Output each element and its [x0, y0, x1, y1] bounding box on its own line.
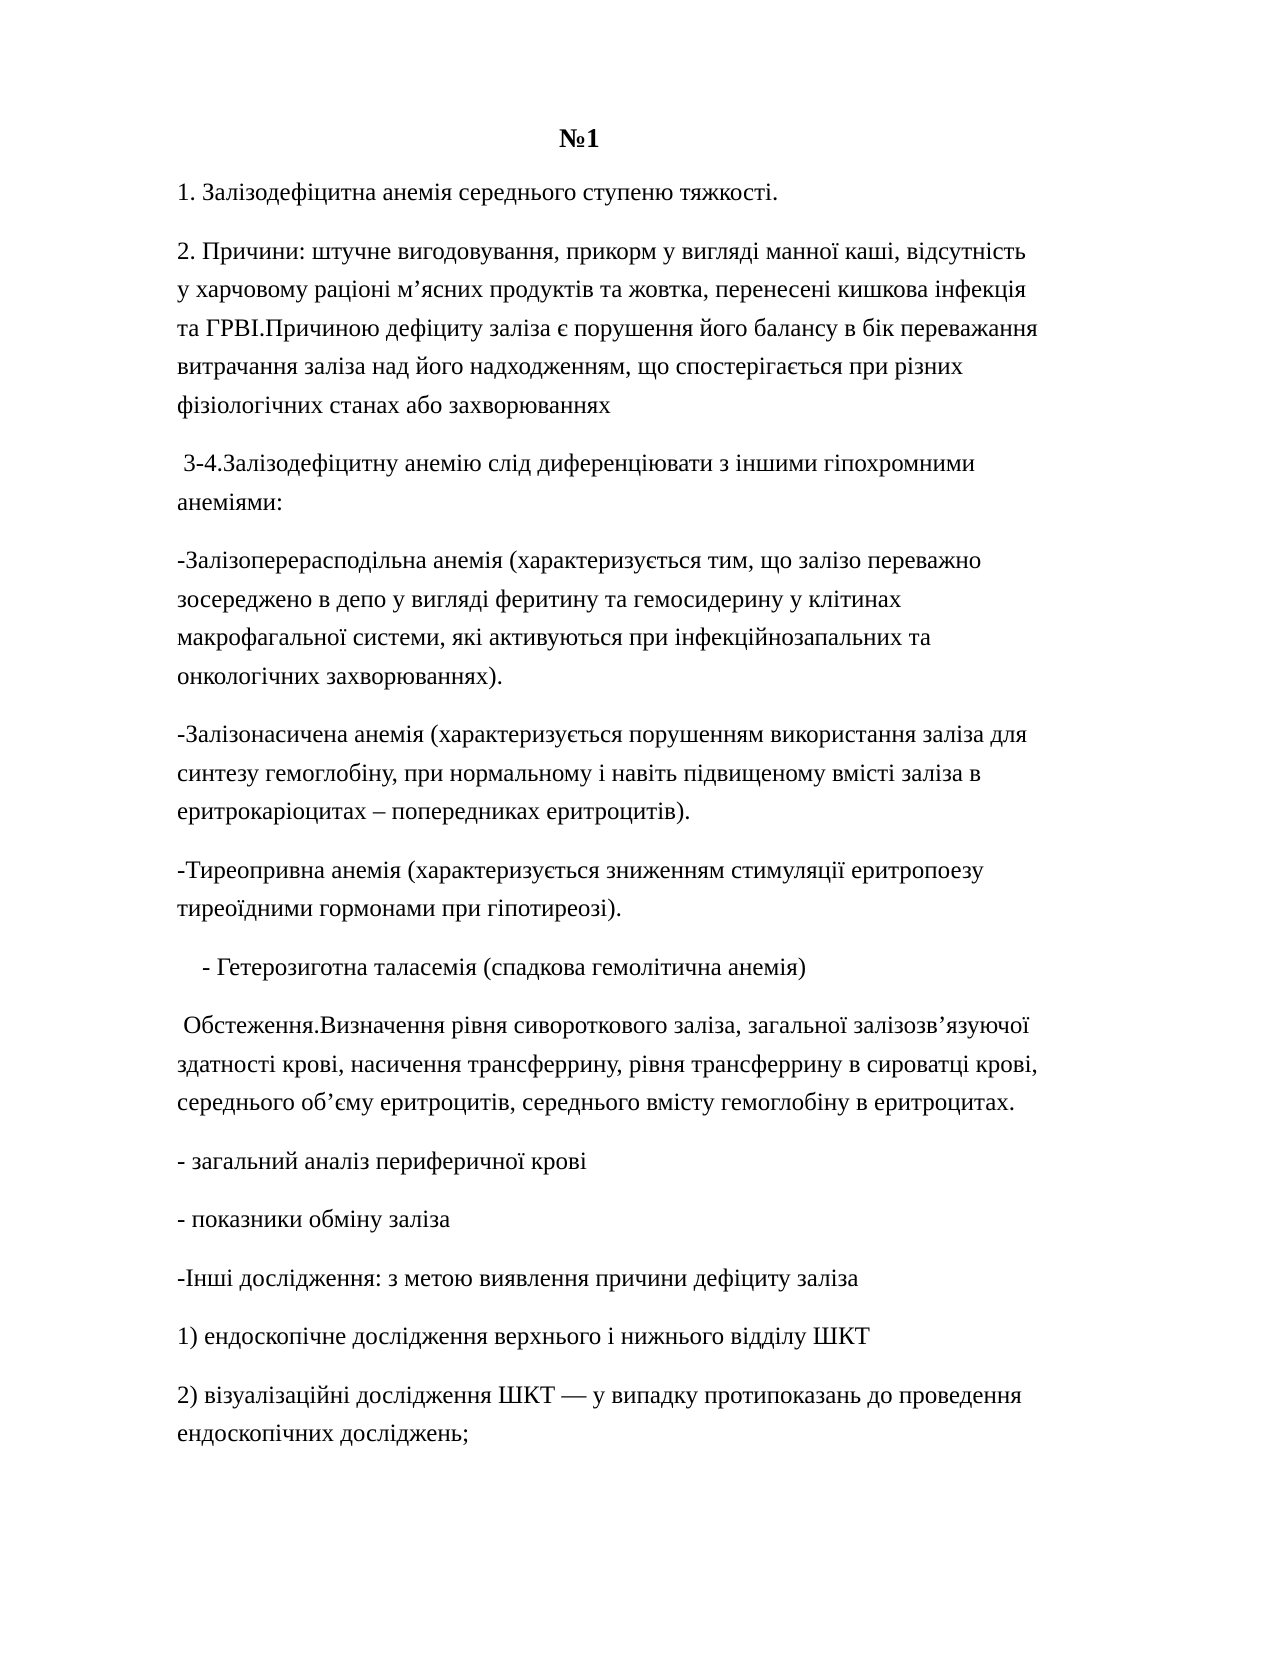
text-line: макрофагальної системи, які активуються при інфекційнозапальних та	[177, 624, 931, 651]
paragraph-thalassemia	[177, 949, 1187, 988]
text-line: 2) візуалізаційні дослідження ШКТ — у випадку протипоказань до проведення	[177, 1381, 1022, 1409]
text-line: ендоскопічних досліджень;	[177, 1420, 470, 1447]
text-line: онкологічних захворюваннях).	[177, 662, 503, 690]
text-line: зосереджено в депо у вигляді феритину та гемосидерину у клітинах	[177, 585, 902, 613]
text-line: витрачання заліза над його надходженням, що спостерігається при різних	[177, 353, 964, 380]
text-line: -Інші дослідження: з метою виявлення причини дефіциту заліза	[177, 1264, 859, 1292]
text-line: - Гетерозиготна таласемія (спадкова гемолітична анемія)	[177, 953, 807, 981]
text-line: - загальний аналіз периферичної крові	[177, 1147, 587, 1175]
text-line: 1. Залізодефіцитна анемія середнього ступеню тяжкості.	[177, 179, 779, 206]
text-line: синтезу гемоглобіну, при нормальному і навіть підвищеному вмісті заліза в	[177, 759, 981, 787]
list-item-blood-test	[177, 1143, 1187, 1182]
list-item-endoscopy	[177, 1318, 1187, 1357]
text-line: середнього об’єму еритроцитів, середнього вмісту гемоглобіну в еритроцитах.	[177, 1089, 1016, 1116]
text-line: фізіологічних станах або захворюваннях	[177, 391, 611, 419]
text-line: тиреоїдними гормонами при гіпотиреозі).	[177, 895, 622, 922]
list-item-imaging	[177, 1377, 1187, 1454]
text-line: -Тиреопривна анемія (характеризується зниженням стимуляції еритропоезу	[177, 856, 984, 884]
text-line: - показники обміну заліза	[177, 1206, 451, 1233]
paragraph-diagnosis	[177, 174, 1187, 213]
text-line: еритрокаріоцитах – попередниках еритроцитів).	[177, 798, 691, 825]
text-line: 1) ендоскопічне дослідження верхнього і нижнього відділу ШКТ	[177, 1323, 870, 1350]
text-line: 3-4.Залізодефіцитну анемію слід диференціювати з іншими гіпохромними	[177, 450, 976, 477]
text-line: анеміями:	[177, 488, 283, 516]
paragraph-thyroid-anemia	[177, 852, 1187, 929]
paragraph-differential	[177, 445, 1187, 522]
text-line: та ГРВІ.Причиною дефіциту заліза є порушення його балансу в бік переважання	[177, 314, 1038, 342]
text-line: здатності крові, насичення трансферрину, рівня трансферрину в сироватці крові,	[177, 1050, 1038, 1078]
list-item-iron-metabolism	[177, 1201, 1187, 1240]
paragraph-saturated-anemia	[177, 716, 1187, 832]
document-body	[177, 118, 1187, 1454]
text-line: у харчовому раціоні м’ясних продуктів та жовтка, перенесені кишкова інфекція	[177, 276, 1027, 303]
text-line: -Залізоперерасподільна анемія (характеризується тим, що залізо переважно	[177, 547, 982, 574]
text-line: Обстеження.Визначення рівня сивороткового заліза, загальної залізозв’язуючої	[177, 1012, 1030, 1039]
text-line: -Залізонасичена анемія (характеризується порушенням використання заліза для	[177, 721, 1028, 748]
text-line: 2. Причини: штучне вигодовування, прикорм у вигляді манної каші, відсутність	[177, 237, 1026, 265]
list-item-other-studies	[177, 1260, 1187, 1299]
paragraph-examination	[177, 1007, 1187, 1123]
document-title: №1	[559, 123, 600, 153]
paragraph-causes	[177, 233, 1187, 426]
paragraph-redistribution-anemia	[177, 542, 1187, 696]
